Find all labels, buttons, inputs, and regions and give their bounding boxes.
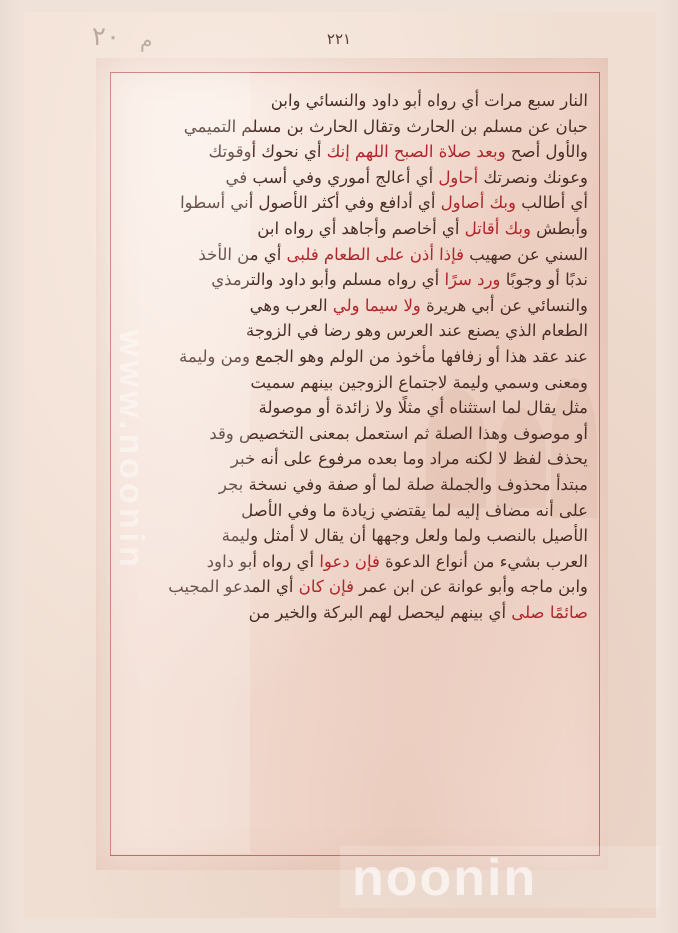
manuscript-line bbox=[120, 600, 589, 626]
watermark-wordmark: noonin bbox=[352, 849, 538, 907]
body-text: أبو داود والنسائي وابن bbox=[270, 91, 423, 110]
rubricated-text: أحاول bbox=[438, 167, 479, 187]
manuscript-line bbox=[120, 190, 589, 216]
body-text: النار سبع مرات أي رواه bbox=[421, 91, 589, 110]
manuscript-line bbox=[120, 165, 589, 191]
body-text: أي أدافع وفي أكثر الأصول أني أسطوا bbox=[179, 193, 441, 213]
manuscript-line bbox=[120, 421, 589, 447]
rubricated-text: وبك أصاول bbox=[440, 193, 517, 213]
body-text: أي نحوك أوقوتك bbox=[208, 142, 327, 162]
rubricated-text: صائمًا صلى bbox=[511, 602, 589, 622]
body-text: والأول أصح bbox=[505, 142, 589, 162]
body-text: الطعام الذي يصنع عند العرس وهو رضا في الزوجة bbox=[245, 321, 589, 341]
rubricated-text: وبعد صلاة الصبح اللهم إنك bbox=[326, 142, 506, 162]
body-text: أي أعالج أموري وفي أسب في bbox=[225, 167, 439, 187]
body-text: حبان عن مسلم بن الحارث وتقال الحارث بن مسلم التميمي bbox=[183, 116, 589, 136]
body-text: العرب وهي bbox=[249, 295, 334, 315]
manuscript-line bbox=[120, 472, 589, 498]
rubricated-text: ولا سيما ولي bbox=[332, 295, 422, 315]
body-text: عند عقد هذا أو زفافها مأخوذ من الولم وهو الجمع ومن وليمة bbox=[178, 346, 589, 366]
body-text: على أنه مضاف إليه لما يقتضي زيادة ما وفي الأصل bbox=[241, 500, 589, 520]
watermark-vertical: www.noonin bbox=[112, 330, 150, 571]
pencil-mark-left: ٢٠ bbox=[92, 22, 120, 52]
body-text: يحذف لفظ لا لكنه مراد وما بعده مرفوع على أنه خبر bbox=[230, 449, 589, 469]
manuscript-line bbox=[120, 88, 589, 114]
body-text: وأبطش bbox=[530, 218, 589, 238]
body-text: أي بينهم ليحصل لهم البركة والخير من bbox=[248, 602, 512, 622]
body-text: أي من الأخذ bbox=[198, 244, 287, 264]
body-text: ومعنى وسمي وليمة لاجتماع الزوجين بينهم سميت bbox=[250, 372, 589, 392]
body-text: أو موصوف وهذا الصلة ثم استعمل بمعنى التخصيص وقد bbox=[209, 423, 589, 443]
manuscript-line bbox=[120, 318, 589, 344]
body-text: أي المدعو المجيب bbox=[168, 577, 299, 597]
body-text: وعونك ونصرتك bbox=[478, 167, 589, 187]
folio-number: ٢٢١ bbox=[326, 30, 352, 48]
manuscript-line bbox=[120, 446, 589, 472]
manuscript-line bbox=[120, 344, 589, 370]
manuscript-line bbox=[120, 523, 589, 549]
body-text: أي أخاصم وأجاهد أي رواه ابن bbox=[257, 218, 465, 238]
manuscript-line bbox=[120, 242, 589, 268]
manuscript-line bbox=[120, 114, 589, 140]
manuscript-line bbox=[120, 574, 589, 600]
mount-left-edge bbox=[0, 0, 24, 933]
body-text: أي أطالب bbox=[515, 193, 589, 213]
body-text: مبتدأ محذوف والجملة صلة لما أو صفة وفي نسخة بجر bbox=[218, 474, 589, 494]
body-text: أي رواه أبو داود bbox=[206, 551, 320, 571]
body-text: أي رواه مسلم وأبو داود والترمذي bbox=[211, 270, 445, 290]
mount-right-edge bbox=[656, 0, 678, 933]
body-text: الأصيل بالنصب ولما ولعل وجهها أن يقال لا أمثل وليمة bbox=[221, 526, 589, 546]
body-text: ندبًا أو وجوبًا bbox=[500, 270, 589, 290]
manuscript-line bbox=[120, 549, 589, 575]
body-text: السني عن صهيب bbox=[463, 244, 589, 264]
manuscript-line bbox=[120, 293, 589, 319]
rubricated-text: فإن كان bbox=[298, 577, 355, 597]
manuscript-line bbox=[120, 216, 589, 242]
rubricated-text: فإذا أذن على الطعام فلبى bbox=[286, 244, 465, 264]
body-text: وابن ماجه وأبو عوانة عن ابن عمر bbox=[353, 577, 589, 597]
manuscript-line bbox=[120, 498, 589, 524]
rubricated-text: وبك أقاتل bbox=[464, 218, 532, 238]
body-text: والنسائي عن أبي هريرة bbox=[420, 295, 589, 315]
body-text: مثل يقال لما استثناه أي مثلًا ولا زائدة أو موصولة bbox=[258, 398, 589, 418]
manuscript-line bbox=[120, 395, 589, 421]
manuscript-line bbox=[120, 139, 589, 165]
manuscript-text-block bbox=[120, 88, 588, 838]
manuscript-line bbox=[120, 267, 589, 293]
rubricated-text: فإن دعوا bbox=[319, 551, 381, 571]
rubricated-text: ورد سرًا bbox=[444, 270, 501, 290]
pencil-mark-left-2: م bbox=[140, 28, 153, 52]
body-text: العرب بشيء من أنواع الدعوة bbox=[379, 551, 589, 571]
manuscript-line bbox=[120, 370, 589, 396]
